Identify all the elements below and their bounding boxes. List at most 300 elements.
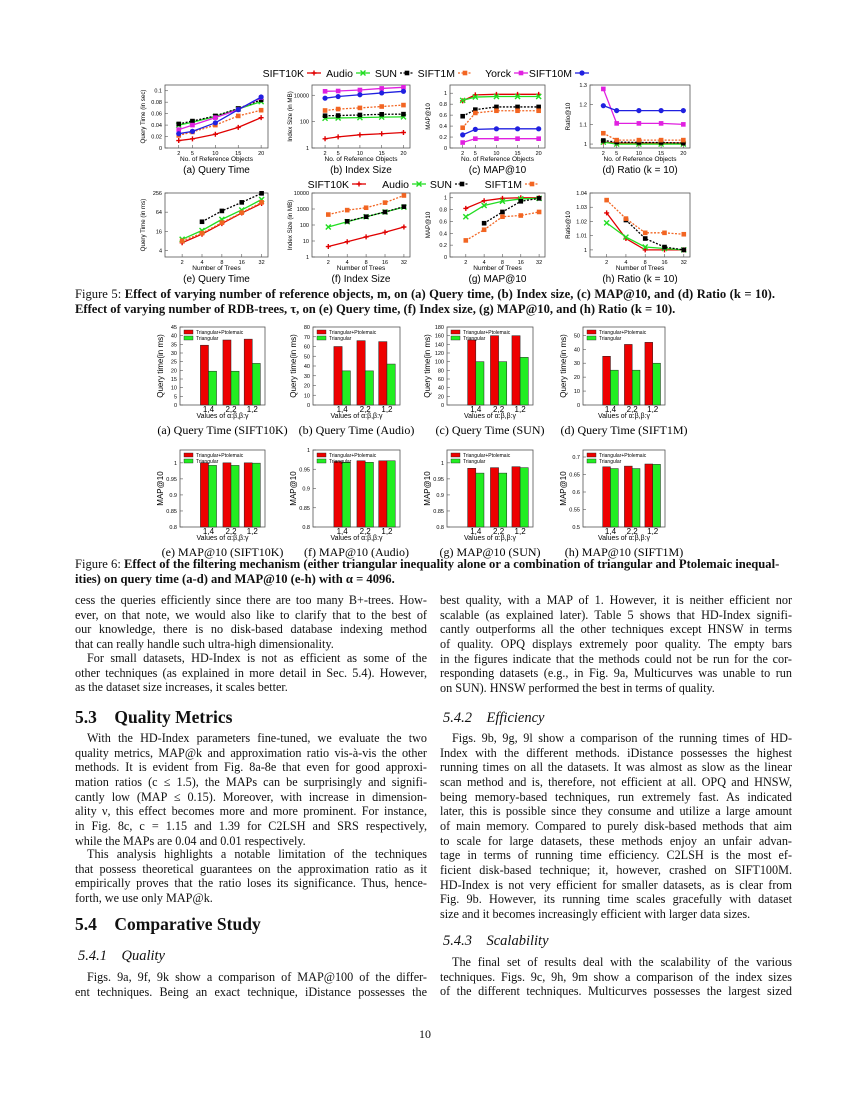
data-point-SIFT1M <box>643 231 648 236</box>
section-heading: 5.4.2 Efficiency <box>443 710 545 726</box>
chart-caption: (b) Query Time (Audio) <box>298 423 415 437</box>
text-line: forth, we use only MAP@k. <box>75 890 213 905</box>
y-tick-label: 1.2 <box>579 102 587 109</box>
bar-triangular-ptolemaic <box>244 463 252 527</box>
x-tick-label: 2,2 <box>359 527 371 536</box>
text-line: to scale for large datasets, these methods enjoy an unfair advan- <box>440 833 792 848</box>
x-tick-label: 1,4 <box>336 527 348 536</box>
data-point-SIFT1M <box>460 125 465 130</box>
data-point-SUN <box>336 113 341 118</box>
data-point-Yorck <box>379 86 384 91</box>
data-point-SIFT10K <box>482 198 487 203</box>
data-point-SIFT10K <box>379 131 384 136</box>
series-line-SUN <box>626 220 684 250</box>
legend-swatch <box>184 336 193 340</box>
y-tick-label: 1 <box>305 255 309 261</box>
legend-swatch <box>587 336 596 340</box>
y-tick-label: 80 <box>303 325 310 331</box>
data-point-SUN <box>643 236 648 241</box>
data-point-SUN <box>200 219 205 224</box>
y-tick-label: 0.65 <box>569 472 580 479</box>
x-tick-label: 1,4 <box>202 527 215 536</box>
legend-label: Triangular+Ptolemaic <box>329 330 377 336</box>
legend-label: Triangular+Ptolemaic <box>463 330 511 336</box>
legend-label: Triangular+Ptolemaic <box>463 453 511 459</box>
bar-triangular-ptolemaic <box>357 461 365 527</box>
data-point-SIFT1M <box>236 114 241 119</box>
x-tick-label: 2,2 <box>359 405 371 414</box>
x-tick-label: 2 <box>461 151 465 157</box>
y-tick-label: 40 <box>437 385 444 392</box>
y-tick-label: 20 <box>170 368 177 375</box>
x-axis-label: No. of Reference Objects <box>603 156 677 163</box>
x-tick-label: 16 <box>238 260 245 266</box>
text-line: ent techniques. Being an exact technique, iDistance possesses the <box>75 984 427 999</box>
text-line: mation ratios (c ≤ 1.5), the MAPs can be surprisingly and signifi- <box>75 774 427 789</box>
chart-caption: (f) Index Size <box>331 274 391 285</box>
text-line: ality ν, this effect becomes more and more prominent. For instance, <box>75 804 427 819</box>
bar-triangular <box>342 371 350 405</box>
y-tick-label: 0.9 <box>169 492 177 499</box>
legend-label: Audio <box>382 179 409 191</box>
plot-frame <box>165 193 268 257</box>
legend <box>308 179 539 191</box>
y-tick-label: 10000 <box>293 93 309 100</box>
data-point-SIFT1M <box>614 138 619 143</box>
data-point-SIFT1M <box>259 108 264 113</box>
legend-label: Triangular <box>463 459 486 465</box>
y-tick-label: 60 <box>437 377 444 383</box>
y-tick-label: 40 <box>573 347 580 354</box>
text-line: as the dataset size increases, it scales better. <box>75 680 288 695</box>
y-tick-label: 80 <box>437 368 444 375</box>
data-point-SIFT10K <box>176 138 181 143</box>
data-point-SIFT10M <box>236 107 241 112</box>
y-tick-label: 120 <box>434 351 444 357</box>
x-tick-label: 10 <box>356 151 363 157</box>
bar-triangular <box>252 363 260 405</box>
y-tick-label: 0.8 <box>302 525 310 531</box>
y-tick-label: 0.9 <box>302 486 310 493</box>
text-line: empirically proves that the ratio loses its significance. Thus, hence- <box>75 876 427 891</box>
x-tick-label: 1,2 <box>514 527 526 536</box>
data-point-Yorck <box>494 136 499 141</box>
y-tick-label: 0.04 <box>151 123 162 130</box>
y-tick-label: 1 <box>440 460 444 467</box>
chart-caption: (d) Ratio (k = 10) <box>602 165 678 176</box>
text-line: that can really handle such ultra-high dimensionality. <box>75 636 334 651</box>
x-axis-label: Values of α:β,β:γ <box>463 413 517 420</box>
bar-triangular <box>252 463 260 527</box>
bar-triangular <box>610 469 618 527</box>
y-tick-label: 140 <box>434 342 444 349</box>
chart-caption: (e) Query Time <box>183 274 250 285</box>
legend-swatch <box>587 330 596 334</box>
bar-triangular-ptolemaic <box>624 466 632 527</box>
legend-label: Triangular <box>463 336 486 342</box>
data-point-Yorck <box>213 115 218 120</box>
data-point-SIFT1M <box>200 231 205 236</box>
y-tick-label: 40 <box>170 333 177 340</box>
x-tick-label: 4 <box>482 260 486 266</box>
bar-triangular <box>632 370 640 405</box>
chart-12 <box>156 450 283 559</box>
y-axis-label: MAP@10 <box>425 211 432 239</box>
chart-caption: (c) MAP@10 <box>468 165 527 176</box>
x-axis-label: Values of α:β,β:γ <box>196 535 249 542</box>
legend-label: Triangular <box>329 459 352 465</box>
data-point-SIFT1M <box>659 138 664 143</box>
x-tick-label: 2,2 <box>493 527 505 536</box>
legend-label: SIFT10K <box>262 68 304 80</box>
x-tick-label: 8 <box>364 260 368 266</box>
legend-label: SUN <box>429 179 452 191</box>
chart-caption: (b) Index Size <box>330 165 392 176</box>
y-tick-label: 5 <box>173 394 177 401</box>
y-tick-label: 0 <box>440 403 444 409</box>
data-point-SIFT1M <box>379 104 384 109</box>
data-point-SIFT1M <box>220 220 225 225</box>
y-axis-label: Query time(in ms) <box>289 334 298 398</box>
data-point-SIFT1M <box>464 238 469 243</box>
data-point-SIFT10K <box>236 125 241 130</box>
y-tick-label: 0 <box>173 403 177 409</box>
legend-label: Triangular <box>196 459 219 465</box>
y-tick-label: 0.08 <box>151 100 162 107</box>
legend-label: Triangular <box>196 336 219 342</box>
chart-13 <box>289 448 409 559</box>
y-axis-label: Query time(in ms) <box>423 334 432 398</box>
y-tick-label: 100 <box>299 119 309 126</box>
data-point-Yorck <box>358 88 363 93</box>
data-point-SIFT1M <box>326 212 331 217</box>
x-tick-label: 2 <box>326 260 330 266</box>
x-tick-label: 1,2 <box>246 527 258 536</box>
data-point-SIFT10M <box>636 108 641 113</box>
bar-triangular <box>499 473 507 527</box>
y-tick-label: 50 <box>303 354 310 361</box>
y-axis-label: MAP@10 <box>423 471 432 506</box>
text-line: best quality, with a MAP of 1. However, it is neither efficient nor <box>440 593 792 607</box>
data-point-SIFT10M <box>176 131 181 136</box>
y-axis-label: Query Time (in ms) <box>140 198 147 252</box>
text-line: that possess theoretical guarantees on the approximation ratio as it <box>75 861 427 876</box>
text-line: tage in terms of running time efficiency. C2LSH is the most ef- <box>440 848 792 863</box>
section-heading: 5.4.3 Scalability <box>443 933 549 949</box>
data-point-SIFT1M <box>536 108 541 113</box>
text-line: while the MAPs are 0.04 and 0.01 respectively. <box>75 833 306 848</box>
y-tick-label: 180 <box>434 325 444 331</box>
data-point-SUN <box>681 248 686 253</box>
data-point-SIFT10K <box>364 234 369 239</box>
y-tick-label: 1.04 <box>576 191 587 197</box>
data-point-SUN <box>239 200 244 205</box>
data-point-SIFT1M <box>336 107 341 112</box>
y-tick-label: 10 <box>170 385 177 392</box>
chart-14 <box>423 450 541 559</box>
text-line: methods. It is evident from Fig. 8a-8e that even for good approxi- <box>75 760 427 775</box>
x-tick-label: 8 <box>500 260 504 266</box>
x-tick-label: 15 <box>235 151 242 157</box>
x-tick-label: 2,2 <box>225 527 237 536</box>
x-tick-label: 2,2 <box>225 405 237 414</box>
legend-label: Triangular+Ptolemaic <box>196 330 244 336</box>
y-axis-label: MAP@10 <box>156 471 165 506</box>
y-tick-label: 1.02 <box>576 219 587 226</box>
text-line: ficient disk-based technique; it, however, crashed on SIFT100M. <box>440 862 792 877</box>
legend-swatch <box>317 459 326 463</box>
legend-label: SUN <box>374 68 397 80</box>
data-point-SIFT1M <box>180 239 185 244</box>
data-point-SIFT10K <box>383 230 388 235</box>
y-tick-label: 0.9 <box>436 492 444 499</box>
bar-triangular <box>476 473 484 527</box>
y-tick-label: 0 <box>158 146 162 152</box>
x-tick-label: 16 <box>381 260 389 266</box>
data-point-SIFT10K <box>326 244 331 249</box>
text-line: our knowledge, there is no disk-based database indexing method <box>75 622 427 637</box>
bar-triangular-ptolemaic <box>200 463 208 527</box>
data-point-Yorck <box>536 136 541 141</box>
data-point-SIFT1M <box>494 108 499 113</box>
data-point-SIFT1M <box>345 208 350 213</box>
bar-triangular <box>632 469 640 527</box>
data-point-SUN <box>662 245 667 250</box>
data-point-SIFT1M <box>518 213 523 218</box>
data-point-SIFT1M <box>383 200 388 205</box>
bar-triangular <box>231 371 239 405</box>
legend-label: Audio <box>326 68 353 80</box>
y-axis-label: Query time(in ms) <box>156 334 165 398</box>
x-tick-label: 10 <box>493 151 500 157</box>
y-tick-label: 10 <box>303 393 310 400</box>
legend-marker-icon <box>463 71 468 76</box>
legend-label: Triangular+Ptolemaic <box>329 453 377 459</box>
x-tick-label: 32 <box>680 260 687 266</box>
text-line: Index with the different methods. iDistance possesses the highest <box>440 745 792 760</box>
data-point-SIFT10M <box>259 94 264 99</box>
data-point-SIFT1M <box>358 106 363 111</box>
bar-triangular-ptolemaic <box>334 347 342 406</box>
bar-triangular-ptolemaic <box>645 464 653 527</box>
data-point-SIFT1M <box>482 227 487 232</box>
x-tick-label: 1,2 <box>514 405 526 414</box>
data-point-SIFT1M <box>401 103 406 108</box>
text-line: scalable (as explained later). Table 5 shows that HD-Index signifi- <box>440 607 792 622</box>
data-point-SUN <box>500 210 505 215</box>
x-tick-label: 1,4 <box>470 405 482 414</box>
chart-caption: (g) MAP@10 (SUN) <box>439 545 541 559</box>
x-tick-label: 2,2 <box>493 405 505 414</box>
x-tick-label: 15 <box>658 151 665 157</box>
y-tick-label: 30 <box>303 373 310 380</box>
data-point-SIFT1M <box>239 210 244 215</box>
series-line-SUN <box>484 198 539 223</box>
y-tick-label: 4 <box>158 248 162 255</box>
text-line: being memory-based techniques, run extremely fast. As indicated <box>440 789 792 804</box>
y-tick-label: 15 <box>170 377 177 383</box>
data-point-SIFT10K <box>463 206 468 211</box>
y-tick-label: 0.8 <box>169 525 177 531</box>
x-tick-label: 10 <box>212 151 219 157</box>
x-tick-label: 1,2 <box>647 405 659 414</box>
legend-marker-icon <box>579 70 584 75</box>
bar-triangular <box>520 357 528 405</box>
bar-triangular <box>365 462 373 527</box>
data-point-SIFT1M <box>515 108 520 113</box>
bar-triangular-ptolemaic <box>468 340 476 405</box>
y-tick-label: 0.85 <box>433 508 444 515</box>
figure-5-caption <box>75 287 775 317</box>
x-tick-label: 16 <box>517 260 524 266</box>
y-tick-label: 0.06 <box>151 111 162 118</box>
text-line: cantly outperforms all the other techniques except HNSW in terms <box>440 622 792 637</box>
data-point-SIFT10M <box>336 94 341 99</box>
data-point-Audio <box>463 214 468 219</box>
y-axis-label: Index Size (in MB) <box>287 199 294 251</box>
data-point-SIFT10M <box>681 108 686 113</box>
chart-2 <box>425 85 545 176</box>
section-heading: 5.4 Comparative Study <box>75 914 261 934</box>
text-line: running times on all the datasets. It was almost as slow as the linear <box>440 760 792 775</box>
chart-4 <box>140 191 268 285</box>
data-point-SIFT10K <box>190 136 195 141</box>
data-point-Yorck <box>614 121 619 126</box>
chart-caption: (a) Query Time <box>183 165 250 176</box>
data-point-SUN <box>358 113 363 118</box>
y-tick-label: 0.4 <box>439 124 447 131</box>
data-point-SIFT10M <box>322 96 327 101</box>
y-tick-label: 20 <box>573 375 580 382</box>
text-line: of main memory. Compared to purely disk-based methods that aim <box>440 818 792 833</box>
x-tick-label: 20 <box>535 151 542 157</box>
y-tick-label: 0.4 <box>439 231 447 238</box>
legend-swatch <box>317 336 326 340</box>
x-tick-label: 32 <box>400 260 407 266</box>
chart-caption: (d) Query Time (SIFT1M) <box>560 423 688 437</box>
bar-triangular <box>231 465 239 527</box>
chart-10 <box>423 325 545 437</box>
data-point-SIFT1M <box>637 138 642 143</box>
y-tick-label: 0.95 <box>299 467 310 474</box>
x-axis-label: Number of Trees <box>473 265 522 272</box>
data-point-SIFT1M <box>537 210 542 215</box>
bar-triangular <box>208 465 216 527</box>
legend-swatch <box>184 453 193 457</box>
legend-label: Triangular <box>329 336 352 342</box>
text-line: of the different techniques. Multicurves possesses the largest sized <box>440 984 792 999</box>
data-point-SUN <box>537 196 542 201</box>
data-point-SIFT1M <box>323 108 328 113</box>
legend-swatch <box>451 459 460 463</box>
x-tick-label: 32 <box>258 260 265 266</box>
legend-swatch <box>317 330 326 334</box>
bar-triangular-ptolemaic <box>223 340 231 405</box>
legend <box>263 68 589 80</box>
data-point-Yorck <box>601 87 606 92</box>
bar-triangular-ptolemaic <box>379 461 387 527</box>
data-point-SUN <box>601 138 606 143</box>
x-tick-label: 32 <box>536 260 543 266</box>
x-tick-label: 5 <box>190 151 194 157</box>
x-axis-label: Values of α:β,β:γ <box>597 535 651 542</box>
x-tick-label: 16 <box>661 260 668 266</box>
legend-swatch <box>587 453 596 457</box>
section-heading: 5.3 Quality Metrics <box>75 707 233 727</box>
paragraph <box>75 593 427 652</box>
figure-6-caption-line1: Effect of the filtering mechanism (either triangular inequality alone or a combination of triangular and Ptolemaic inequal- <box>123 557 780 571</box>
text-line: HD-Index is not very efficient for smaller datasets, as is clear from <box>440 877 792 892</box>
legend-label: SIFT1M <box>484 179 522 191</box>
bar-triangular <box>610 370 618 405</box>
legend-label: SIFT10K <box>307 179 349 191</box>
y-tick-label: 160 <box>434 333 444 340</box>
chart-caption: (h) MAP@10 (SIFT1M) <box>564 545 684 559</box>
data-point-SIFT10M <box>460 132 465 137</box>
chart-15 <box>559 450 683 559</box>
x-tick-label: 1,4 <box>202 405 215 414</box>
page-number: 10 <box>419 1027 431 1041</box>
figure-5-caption-line1: Effect of varying number of reference objects, m, on (a) Query time, (b) Index size, (c) MAP@10, and (d) Ratio (k = 10). <box>124 287 775 301</box>
figure-6-caption-line2: ities) on query time (a-d) and MAP@10 (e-h) with α = 4096. <box>75 572 395 586</box>
chart-caption: (c) Query Time (SUN) <box>435 423 545 437</box>
data-point-Yorck <box>336 89 341 94</box>
text-line: on SUN). HNSW performed the best in terms of quality. <box>440 680 715 695</box>
x-axis-label: Values of α:β,β:γ <box>597 413 651 420</box>
data-point-Yorck <box>323 89 328 94</box>
data-point-SIFT1M <box>681 138 686 143</box>
paragraph <box>75 847 427 906</box>
bar-triangular <box>476 362 484 405</box>
bar-triangular-ptolemaic <box>490 468 498 527</box>
data-point-SIFT10M <box>601 103 606 108</box>
y-axis-label: Index Size (in MB) <box>287 91 294 142</box>
data-point-Yorck <box>659 121 664 126</box>
data-point-SIFT10K <box>259 115 264 120</box>
data-point-SIFT10M <box>379 90 384 95</box>
y-tick-label: 45 <box>170 325 177 331</box>
data-point-SIFT10K <box>323 136 328 141</box>
y-tick-label: 40 <box>303 364 310 370</box>
legend-marker-icon <box>530 182 535 187</box>
legend-swatch <box>451 336 460 340</box>
data-point-SUN <box>190 119 195 124</box>
chart-caption: (f) MAP@10 (Audio) <box>303 545 410 559</box>
y-axis-label: Query time(in ms) <box>559 334 568 398</box>
y-tick-label: 0.6 <box>439 219 447 226</box>
y-tick-label: 0.85 <box>299 505 310 512</box>
legend-marker-icon <box>519 71 524 76</box>
text-line: cess the queries efficiently since there are too many B+-trees. How- <box>75 593 427 607</box>
y-axis-label: Ratio@10 <box>565 102 572 131</box>
legend-marker-icon <box>405 71 410 76</box>
x-tick-label: 2 <box>464 260 468 266</box>
y-tick-label: 0 <box>443 255 447 261</box>
y-tick-label: 1 <box>583 247 587 254</box>
x-axis-label: No. of Reference Objects <box>180 156 253 163</box>
x-tick-label: 8 <box>220 260 224 266</box>
data-point-SIFT10K <box>213 132 218 137</box>
figure-5-label: Figure 5: <box>75 287 125 301</box>
data-point-SIFT1M <box>662 231 667 236</box>
data-point-SIFT10M <box>515 126 520 131</box>
text-line: quality metrics, MAP@k and approximation ratio vis-à-vis the other <box>75 745 427 760</box>
legend-label: Triangular+Ptolemaic <box>599 453 647 459</box>
data-point-SIFT10M <box>614 108 619 113</box>
x-tick-label: 15 <box>378 151 385 157</box>
data-point-Yorck <box>681 122 686 127</box>
x-tick-label: 1,4 <box>336 405 348 414</box>
